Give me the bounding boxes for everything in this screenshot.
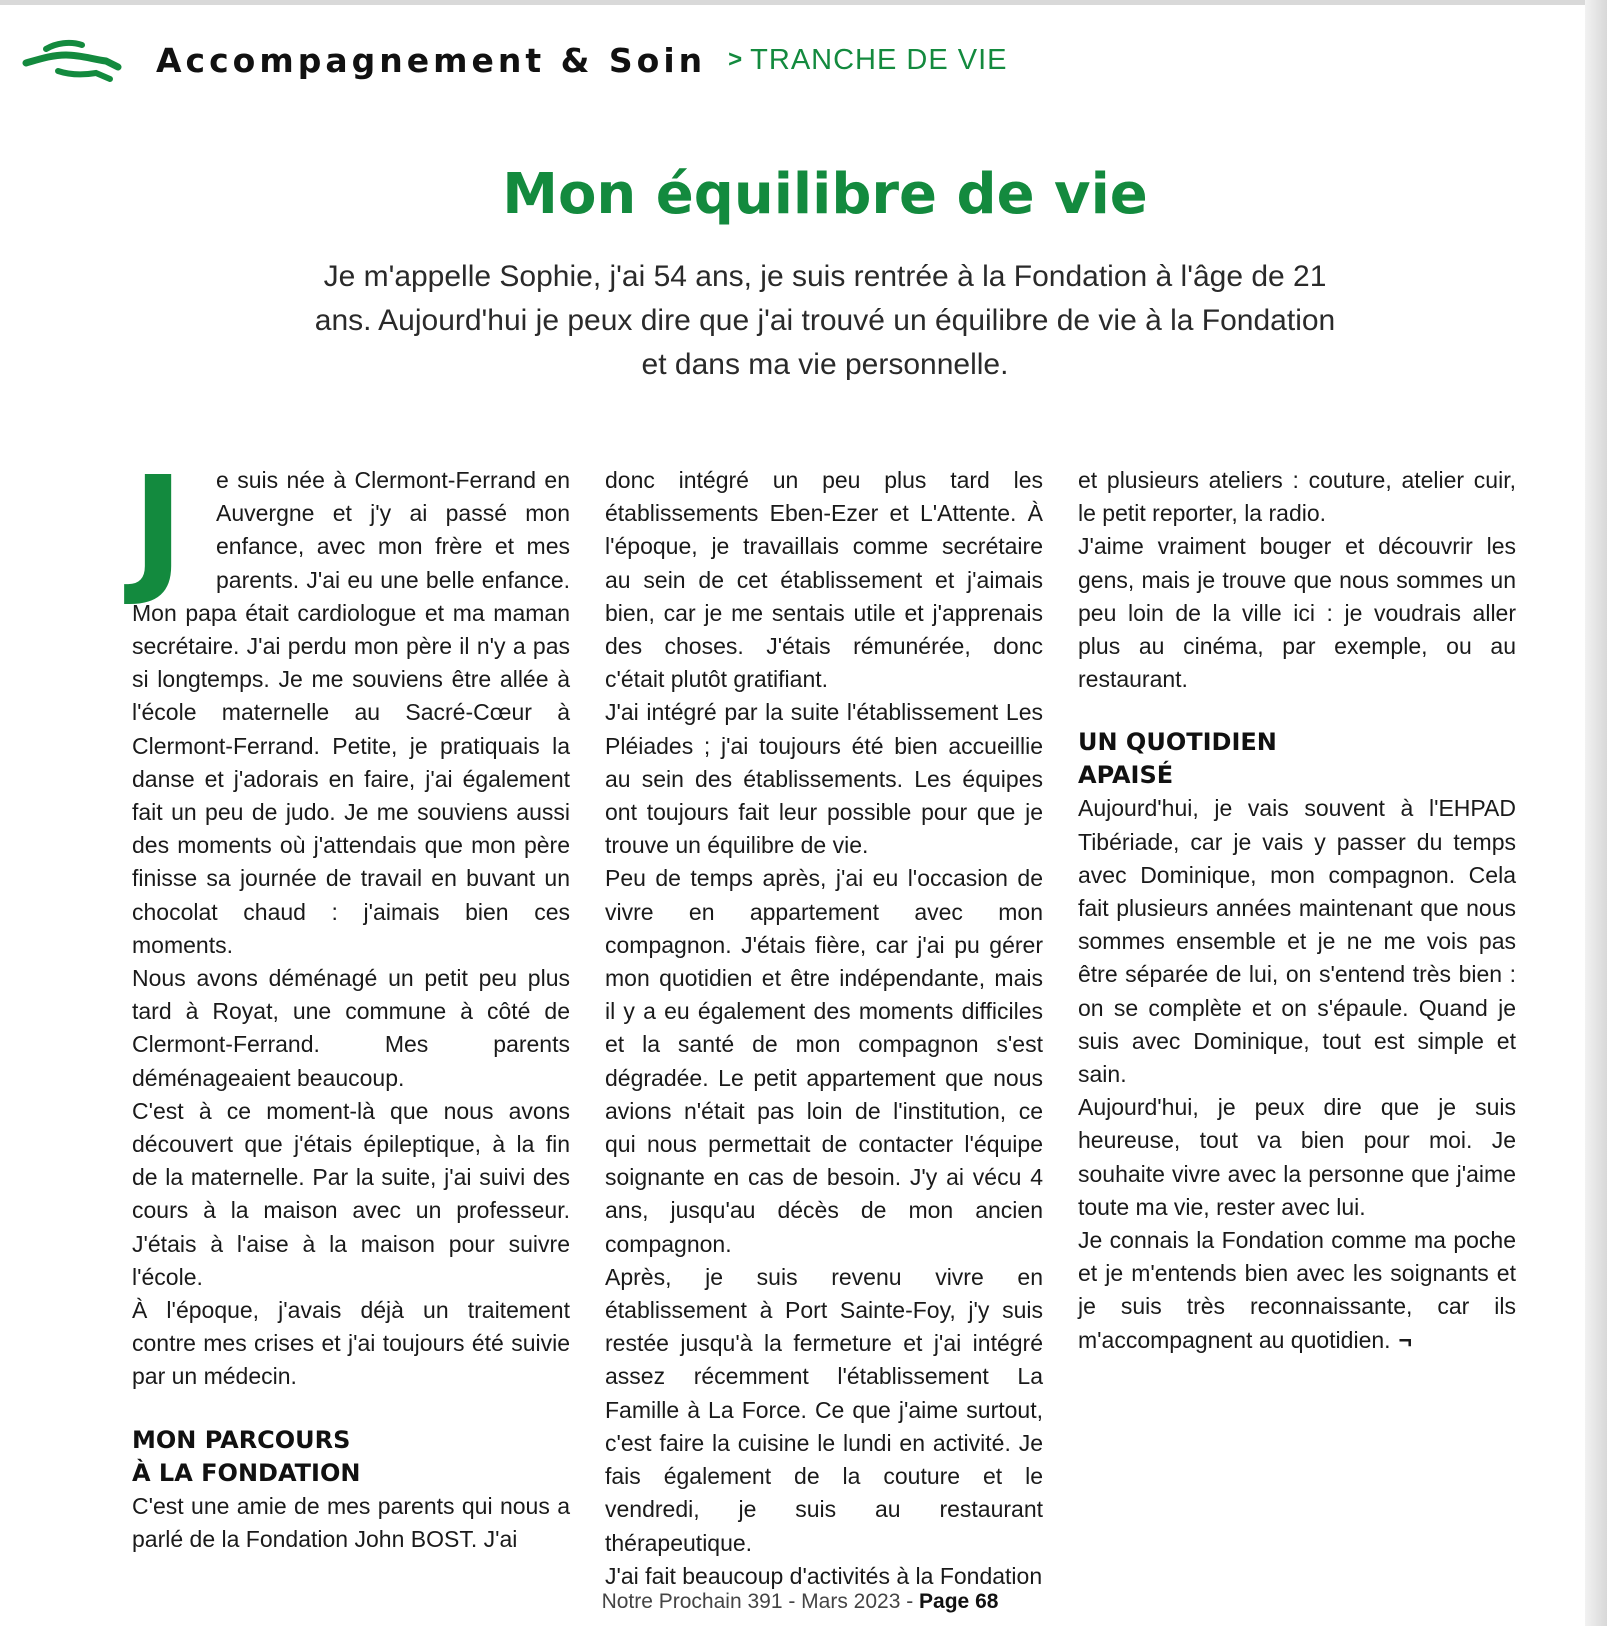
page-footer	[0, 1590, 1600, 1614]
paragraph: J'aime vraiment bouger et découvrir les gens, mais je trouve que nous sommes un peu loin de la ville ici : je voudrais aller plus au cinéma, par exemple, ou au restaurant.	[1078, 533, 1516, 693]
subheading-line: UN QUOTIDIEN	[1078, 728, 1277, 757]
paragraph: donc intégré un peu plus tard les établissements Eben-Ezer et L'Attente. À l'époque, je travaillais comme secrétaire au sein de cet établissement et j'aimais bien, car je me sentais utile et j'apprenais des choses. J'étais rémunérée, donc c'était plutôt gratifiant.	[605, 467, 1043, 693]
paragraph: Après, je suis revenu vivre en établissement à Port Sainte-Foy, j'y suis restée jusqu'à la fermeture et j'ai intégré assez récemment l'établissement La Famille à La Force. Ce que j'aime surtout, c'est faire la cuisine le lundi en activité. Je fais également de la couture et le vendredi, je suis au restaurant thérapeutique.	[605, 1263, 1043, 1556]
paragraph: À l'époque, j'avais déjà un traitement contre mes crises et j'ai toujours été suivie par un médecin.	[132, 1297, 570, 1390]
page-number: Page 68	[919, 1590, 999, 1613]
subheading-line: APAISÉ	[1078, 761, 1174, 790]
article-column-1	[132, 447, 570, 1556]
paragraph-text: Je connais la Fondation comme ma poche et je m'entends bien avec les soignants et je suis très reconnaissante, car ils m'accompagnent au quotidien.	[1078, 1227, 1516, 1353]
article-intro: Je m'appelle Sophie, j'ai 54 ans, je suis rentrée à la Fondation à l'âge de 21 ans. Aujourd'hui je peux dire que j'ai trouvé un équilibre de vie à la Fondation et dans ma vie personnelle.	[314, 260, 1336, 381]
chevron-right-icon: >	[728, 46, 743, 73]
article-column-3	[1078, 464, 1516, 1357]
paragraph: Aujourd'hui, je peux dire que je suis heureuse, tout va bien pour moi. Je souhaite vivre avec la personne que j'aime toute ma vie, rester avec lui.	[1078, 1094, 1516, 1220]
paragraph: C'est à ce moment-là que nous avons découvert que j'étais épileptique, à la fin de la maternelle. Par la suite, j'ai suivi des cours à la maison avec un professeur. J'étais à l'aise à la maison pour suivre l'école.	[132, 1097, 570, 1290]
paragraph: Peu de temps après, j'ai eu l'occasion de vivre en appartement avec mon compagnon. J'étais fière, car j'ai pu gérer mon quotidien et être indépendante, mais il y a eu également des moments difficiles et la santé de mon compagnon s'est dégradée. Le petit appartement que nous avions n'était pas loin de l'institution, ce qui nous permettait de contacter l'équipe soignante en cas de besoin. J'y ai vécu 4 ans, jusqu'au décès de mon ancien compagnon.	[605, 865, 1043, 1257]
article-title: Mon équilibre de vie	[502, 162, 1148, 227]
paragraph: J'ai fait beaucoup d'activités à la Fondation	[605, 1562, 1043, 1589]
article-column-2	[605, 464, 1043, 1593]
section-header	[22, 30, 1008, 90]
subheading-line: À LA FONDATION	[132, 1458, 361, 1487]
subheading-parcours	[132, 1424, 570, 1490]
publication-info: Notre Prochain 391 - Mars 2023 -	[601, 1590, 920, 1613]
paragraph: C'est une amie de mes parents qui nous a parlé de la Fondation John BOST. J'ai	[132, 1492, 570, 1552]
paragraph: Nous avons déménagé un petit peu plus tard à Royat, une commune à côté de Clermont-Ferrand. Mes parents déménageaient beaucoup.	[132, 965, 570, 1091]
page-edge-shadow	[1585, 0, 1607, 1626]
paragraph	[1078, 1224, 1516, 1357]
end-of-article-mark: ¬	[1398, 1326, 1412, 1353]
paragraph: J'ai intégré par la suite l'établissement Les Pléiades ; j'ai toujours été bien accueillie au sein des établissements. Les équipes ont toujours fait leur possible pour que je trouve un équilibre de vie.	[605, 699, 1043, 859]
subheading-quotidien	[1078, 726, 1516, 792]
paragraph: e suis née à Clermont-Ferrand en Auvergne et j'y ai passé mon enfance, avec mon frère et mes parents. J'ai eu une belle enfance. Mon papa était cardiologue et ma maman secrétaire. J'ai perdu mon père il n'y a pas si longtemps. Je me souviens être allée à l'école maternelle au Sacré-Cœur à Clermont-Ferrand. Petite, je pratiquais la danse et j'adorais en faire, j'ai également fait un peu de judo. Je me souviens aussi des moments où j'attendais que mon père finisse sa journée de travail en buvant un chocolat chaud : j'aimais bien ces moments.	[132, 467, 570, 958]
rubric-label: TRANCHE DE VIE	[750, 43, 1008, 76]
drop-cap: J	[132, 447, 185, 610]
paragraph: Aujourd'hui, je vais souvent à l'EHPAD Tibériade, car je vais y passer du temps avec Dominique, mon compagnon. Cela fait plusieurs années maintenant que nous sommes ensemble et je ne me vois pas être séparée de lui, on s'entend très bien : on se complète et on s'épaule. Quand je suis avec Dominique, tout est simple et sain.	[1078, 795, 1516, 1088]
top-rule	[0, 0, 1590, 5]
subheading-line: MON PARCOURS	[132, 1425, 351, 1454]
section-title: Accompagnement & Soin	[156, 40, 707, 80]
paragraph: et plusieurs ateliers : couture, atelier cuir, le petit reporter, la radio.	[1078, 467, 1516, 527]
helping-hand-icon	[22, 35, 122, 85]
